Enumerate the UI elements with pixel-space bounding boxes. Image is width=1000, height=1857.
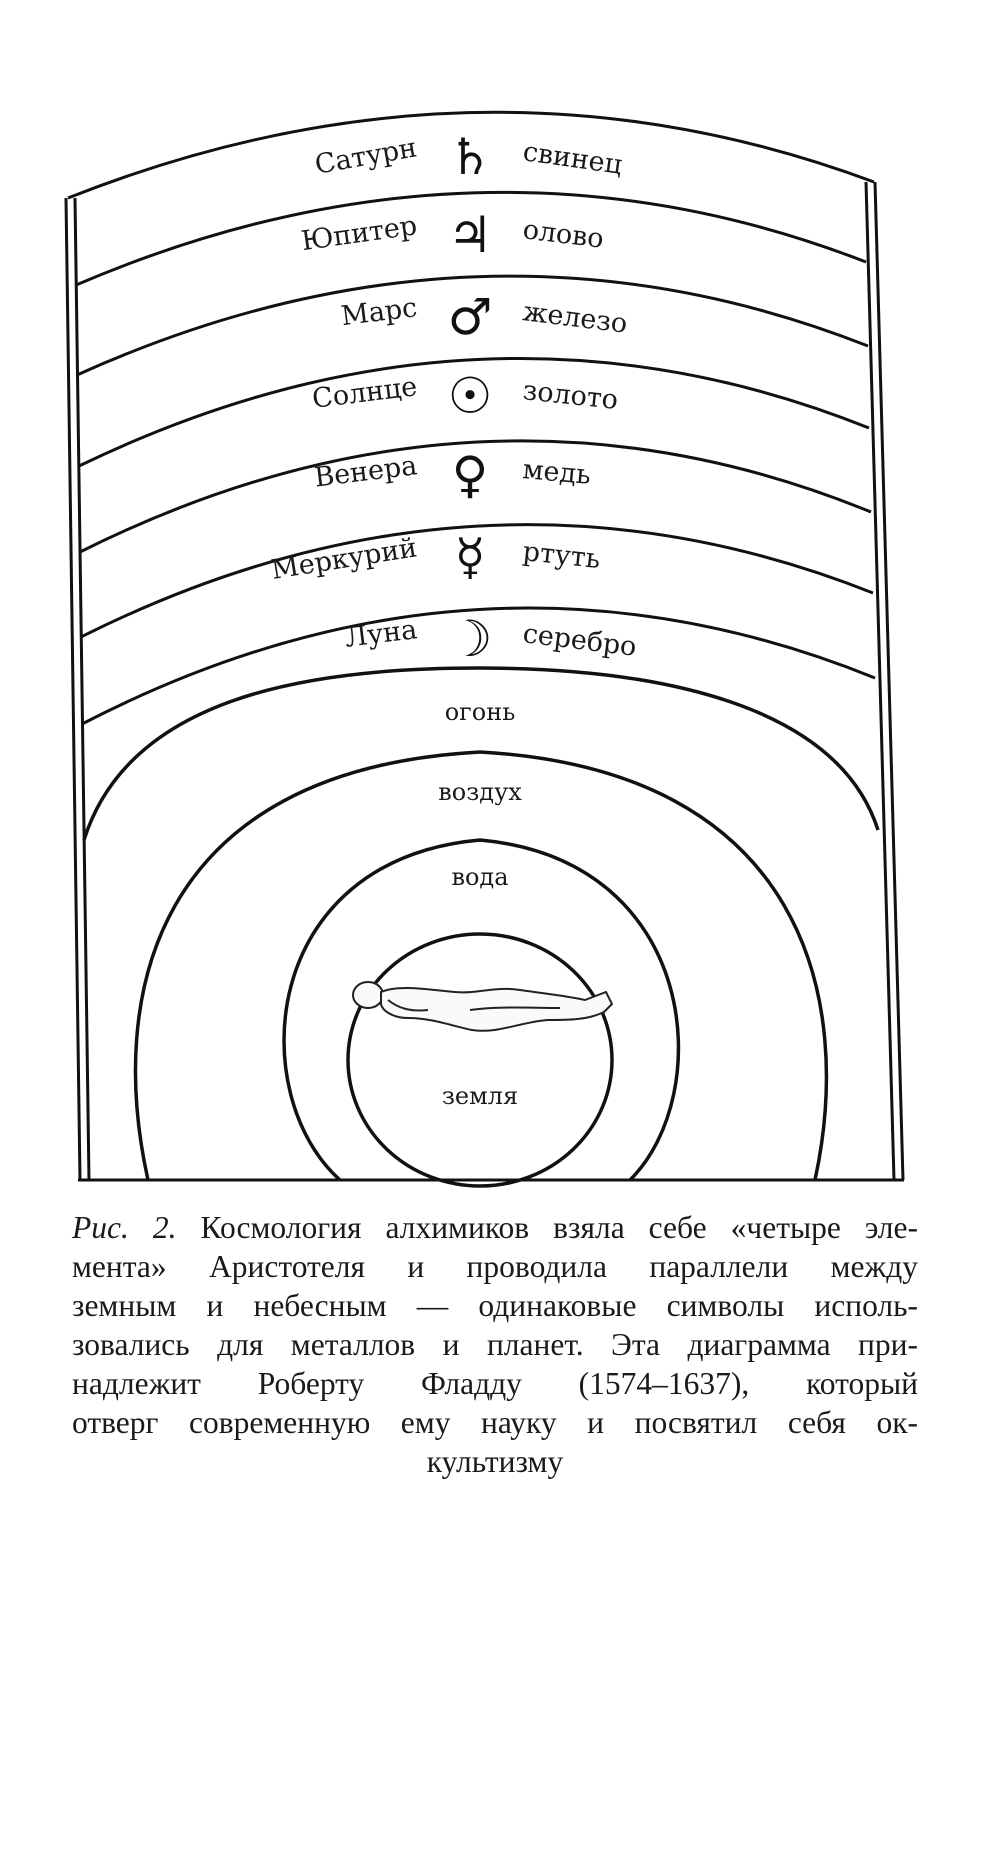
planet-row-mars [339, 288, 629, 346]
venus-symbol-icon: ♀ [451, 446, 489, 504]
figure-label: Рис. 2. [72, 1210, 177, 1245]
human-figure-illustration [353, 982, 612, 1031]
sphere-fire-boundary [84, 668, 878, 840]
planet-name: Меркурий [269, 532, 420, 586]
element-label-water: вода [451, 863, 509, 891]
metal-name: ртуть [521, 536, 602, 576]
metal-name: золото [521, 375, 620, 416]
figure-caption [72, 1208, 918, 1481]
saturn-symbol-icon: ♄ [447, 128, 493, 186]
sphere-air-boundary [135, 752, 826, 1180]
metal-name: свинец [521, 136, 625, 181]
caption-line-text: Космология алхимиков взяла себе «четыре эле- [200, 1210, 918, 1245]
planet-row-sun [310, 367, 619, 425]
planet-row-saturn [313, 128, 624, 186]
caption-line: культизму [426, 1444, 564, 1479]
planet-name: Луна [343, 614, 419, 654]
planet-name: Венера [312, 450, 419, 494]
mars-symbol-icon: ♂ [447, 288, 493, 346]
mercury-symbol-icon: ☿ [454, 528, 486, 586]
caption-line: надлежит Роберту Фладду (1574–1637), который [72, 1366, 918, 1401]
planet-name: Марс [339, 292, 419, 333]
caption-line: земным и небесным — одинаковые символы исполь- [72, 1288, 918, 1323]
metal-name: олово [521, 214, 606, 255]
metal-name: медь [521, 454, 593, 491]
planet-row-jupiter [299, 206, 605, 264]
element-labels [438, 698, 522, 1110]
planet-row-mercury [269, 528, 602, 586]
planet-row-moon [343, 610, 638, 668]
sphere-earth [348, 934, 612, 1186]
element-label-air: воздух [438, 778, 522, 806]
planet-name: Сатурн [312, 132, 420, 181]
planet-name: Солнце [310, 371, 419, 415]
caption-line: отверг современную ему науку и посвятил себя ок- [72, 1405, 918, 1440]
metal-name: железо [521, 296, 630, 340]
caption-line: зовались для металлов и планет. Эта диаграмма при- [72, 1327, 918, 1362]
element-label-earth: земля [441, 1082, 519, 1110]
element-label-fire: огонь [444, 698, 516, 726]
planet-row-venus [313, 446, 592, 504]
sun-symbol-icon: ☉ [447, 367, 493, 425]
caption-line: мента» Аристотеля и проводила параллели между [72, 1249, 918, 1284]
moon-symbol-icon: ☽ [447, 610, 493, 668]
figure-head [353, 982, 383, 1008]
metal-name: серебро [521, 618, 639, 663]
caption-line [72, 1208, 918, 1247]
jupiter-symbol-icon: ♃ [447, 206, 493, 264]
planet-name: Юпитер [299, 210, 419, 258]
